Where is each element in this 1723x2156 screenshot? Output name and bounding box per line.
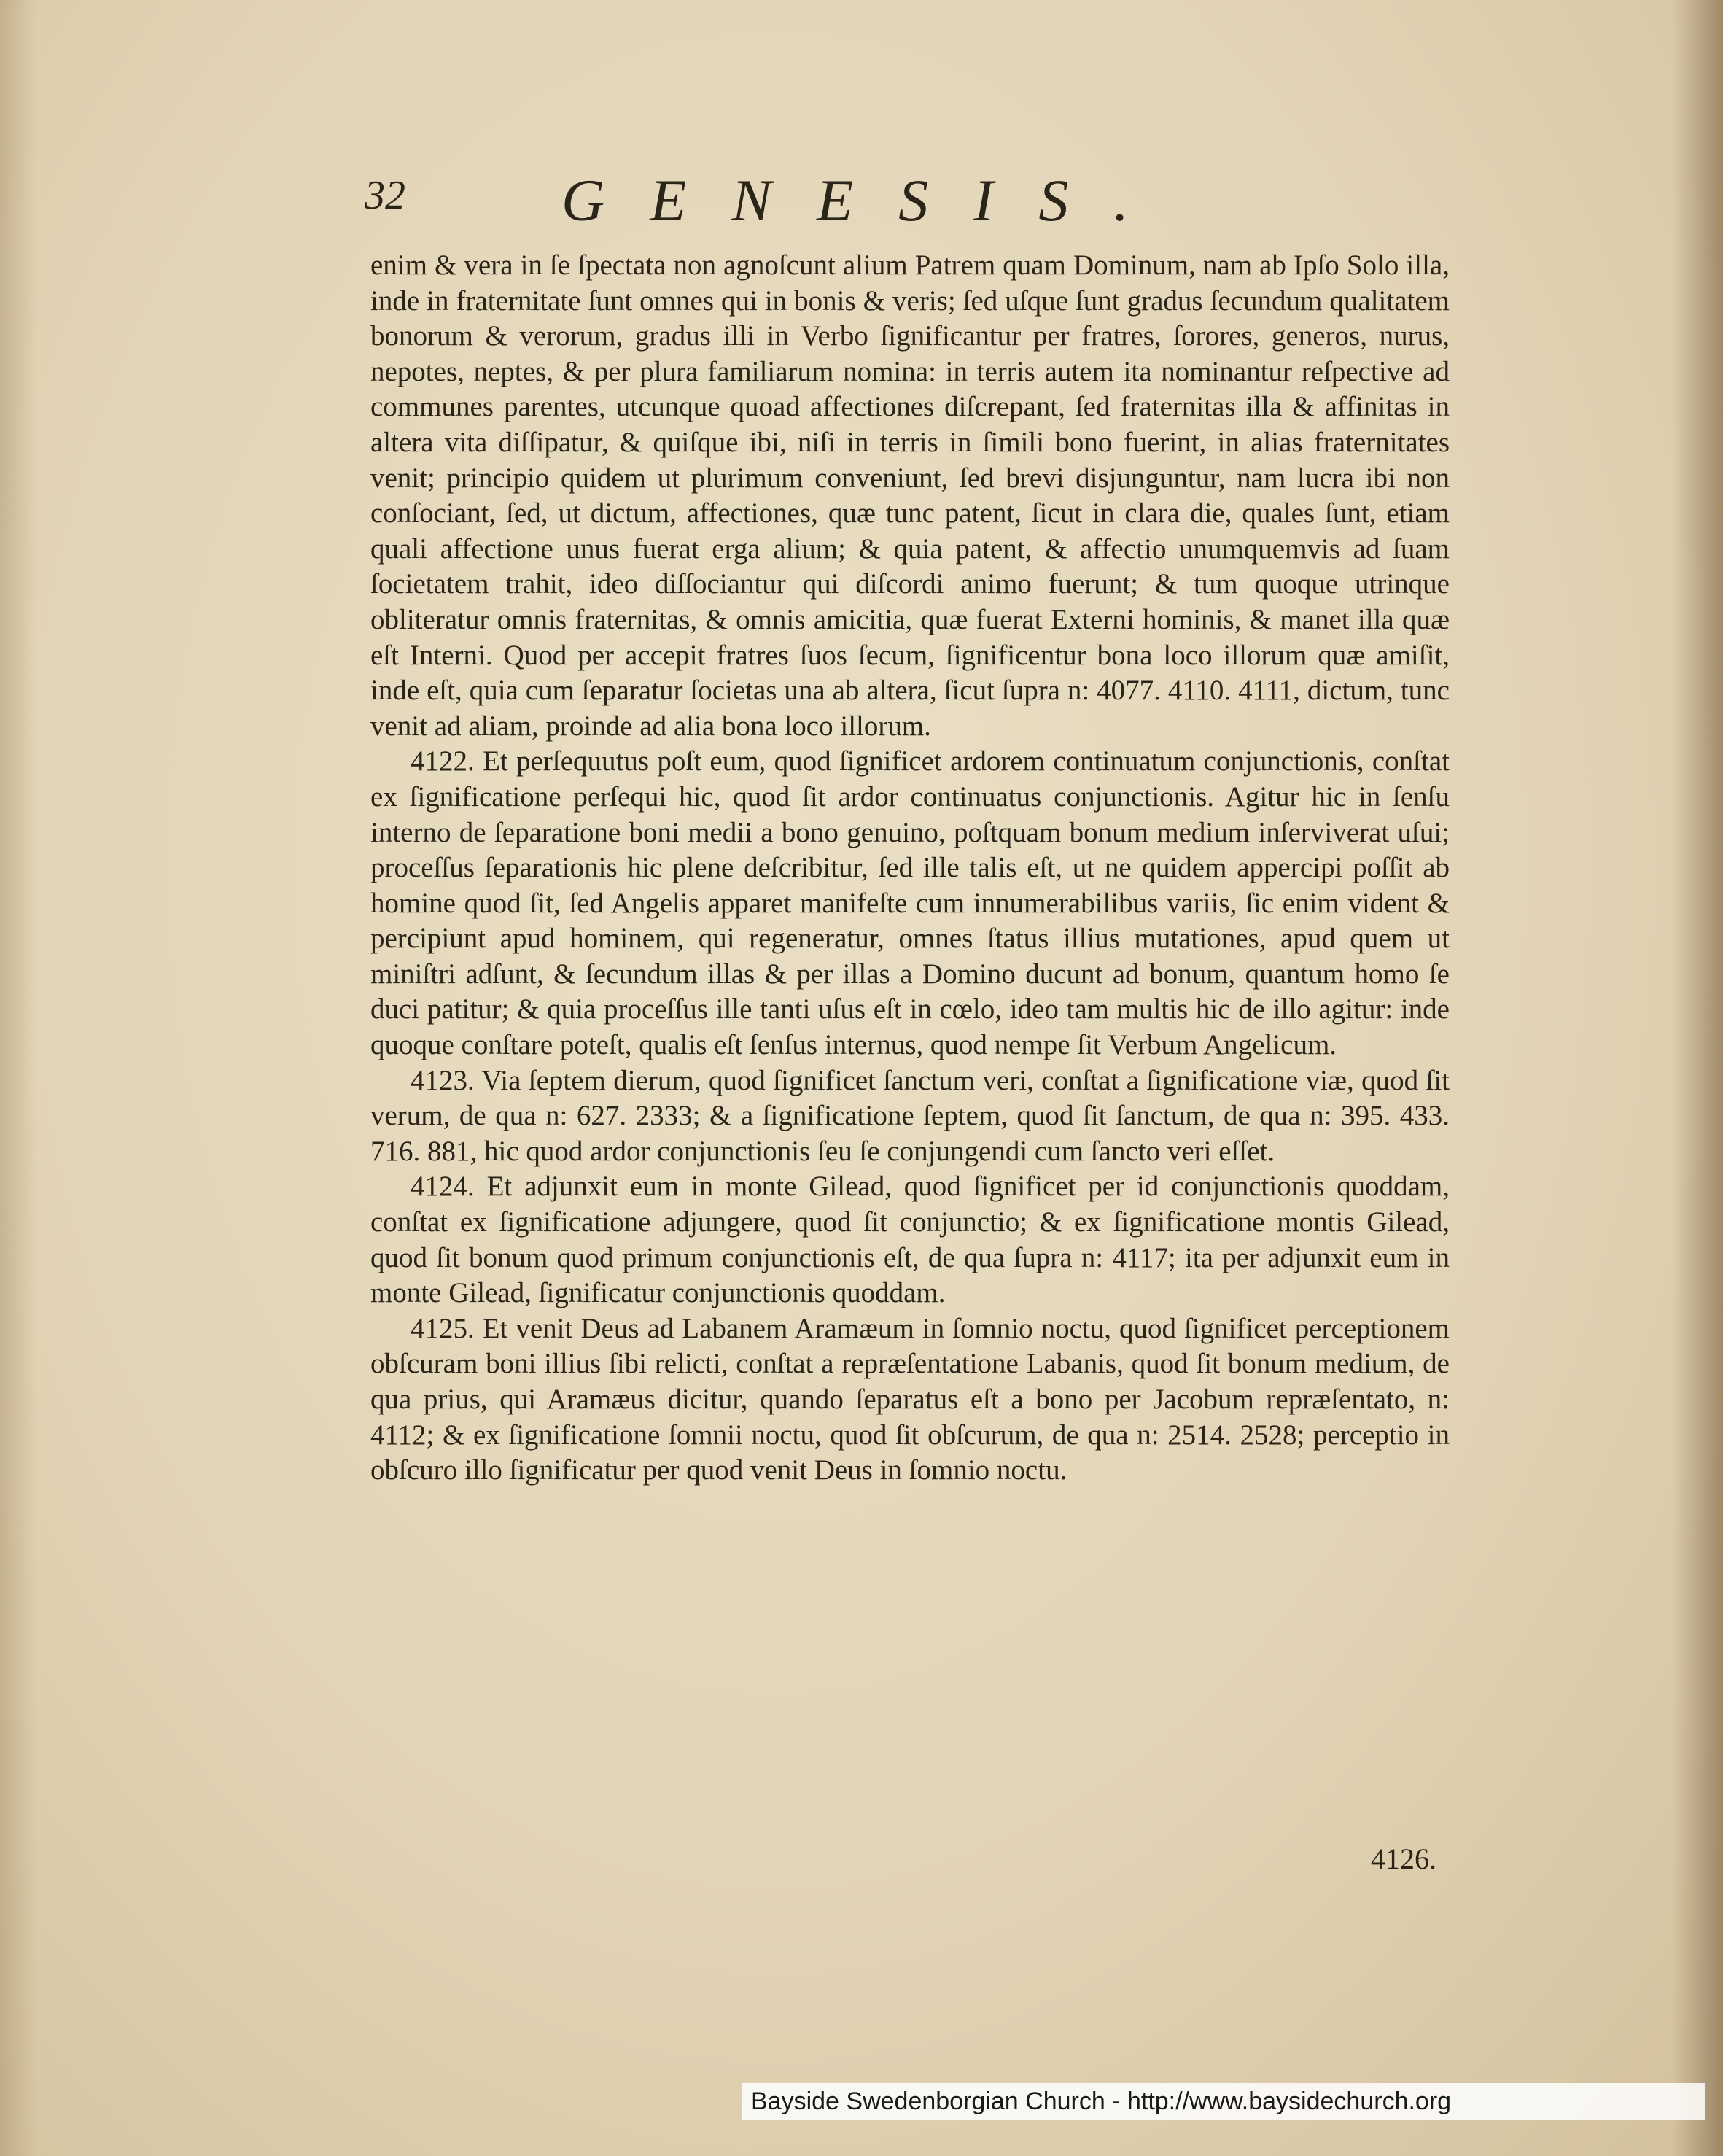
paragraph-continuation: enim & vera in ſe ſpectata non agnoſcunt alium Patrem quam Dominum, nam ab Ipſo Solo illa, inde in fraternitate ſunt omnes qui in bonis & veris; ſed uſque ſunt gradus ſecundum qualitatem bonorum & verorum, gradus illi in Verbo ſignificantur per fratres, ſorores, generos, nurus, nepotes, neptes, & per plura familiarum nomina: in terris autem ita nominantur reſpective ad communes parentes, utcunque quoad affectiones diſcrepant, ſed fraternitas illa & affinitas in altera vita diſſipatur, & quiſque ibi, niſi in terris in ſimili bono fuerint, in alias fraternitates venit; principio quidem ut plurimum conveniunt, ſed brevi disjunguntur, nam lucra ibi non conſociant, ſed, ut dictum, affectiones, quæ tunc patent, ſicut in clara die, quales ſunt, etiam quali affectione unus fuerat erga alium; & quia patent, & affectio unumquemvis ad ſuam ſocietatem trahit, ideo diſſociantur qui diſcordi animo fuerunt; & tum quoque utrinque obliteratur omnis fraternitas, & omnis amicitia, quæ fuerat Externi hominis, & manet illa quæ eſt Interni. Quod per accepit fratres ſuos ſecum, ſignificentur bona loco illorum quæ amiſit, inde eſt, quia cum ſeparatur ſocietas una ab altera, ſicut ſupra n: 4077. 4110. 4111, dictum, tunc venit ad aliam, proinde ad alia bona loco illorum. [370, 249, 1450, 742]
catchword: 4126. [1371, 1842, 1436, 1875]
page-left-edge [0, 0, 36, 2156]
paragraph-4125: 4125. Et venit Deus ad Labanem Aramæum in ſomnio noctu, quod ſignificet perceptionem obſcuram boni illius ſibi relicti, conſtat a repræſentatione Labanis, quod ſit bonum medium, de qua prius, qui Aramæus dicitur, quando ſeparatus eſt a bono per Jacobum repræſentato, n: 4112; & ex ſignificatione ſomnii noctu, quod ſit obſcurum, de qua n: 2514. 2528; perceptio in obſcuro illo ſignificatur per quod venit Deus in ſomnio noctu. [370, 1312, 1450, 1486]
paragraph-4122: 4122. Et perſequutus poſt eum, quod ſignificet ardorem continuatum conjunctionis, conſtat ex ſignificatione perſequi hic, quod ſit ardor continuatus conjunctionis. Agitur hic in ſenſu interno de ſeparatione boni medii a bono genuino, poſtquam bonum medium inſerviverat uſui; proceſſus ſeparationis hic plene deſcribitur, ſed ille talis eſt, ut ne quidem appercipi poſſit ab homine quod ſit, ſed Angelis apparet manifeſte cum innumerabilibus variis, ſic enim vident & percipiunt apud hominem, qui regeneratur, omnes ſtatus illius mutationes, apud quem ut miniſtri adſunt, & ſecundum illas & per illas a Domino ducunt ad bonum, quantum homo ſe duci patitur; & quia proceſſus ille tanti uſus eſt in cœlo, ideo tam multis hic de illo agitur: inde quoque conſtare poteſt, qualis eſt ſenſus internus, quod nempe ſit Verbum Angelicum. [370, 745, 1450, 1061]
running-head: GENESIS. [561, 167, 1174, 233]
page-header [365, 166, 1458, 232]
page-number: 32 [365, 173, 405, 218]
paragraph-4123: 4123. Via ſeptem dierum, quod ſignificet ſanctum veri, conſtat a ſignificatione viæ, quod ſit verum, de qua n: 627. 2333; & a ſignificatione ſeptem, quod ſit ſanctum, de qua n: 395. 433. 716. 881, hic quod ardor conjunctionis ſeu ſe conjungendi cum ſancto veri eſſet. [370, 1064, 1450, 1167]
page-gutter-shadow [1672, 0, 1723, 2156]
footer-credit: Bayside Swedenborgian Church - http://www.baysidechurch.org [742, 2083, 1705, 2120]
main-text [370, 248, 1450, 1489]
paragraph-4124: 4124. Et adjunxit eum in monte Gilead, quod ſignificet per id conjunctionis quoddam, conſtat ex ſignificatione adjungere, quod ſit conjunctio; & ex ſignificatione montis Gilead, quod ſit bonum quod primum conjunctionis eſt, de qua ſupra n: 4117; ita per adjunxit eum in monte Gilead, ſignificatur conjunctionis quoddam. [370, 1171, 1450, 1309]
